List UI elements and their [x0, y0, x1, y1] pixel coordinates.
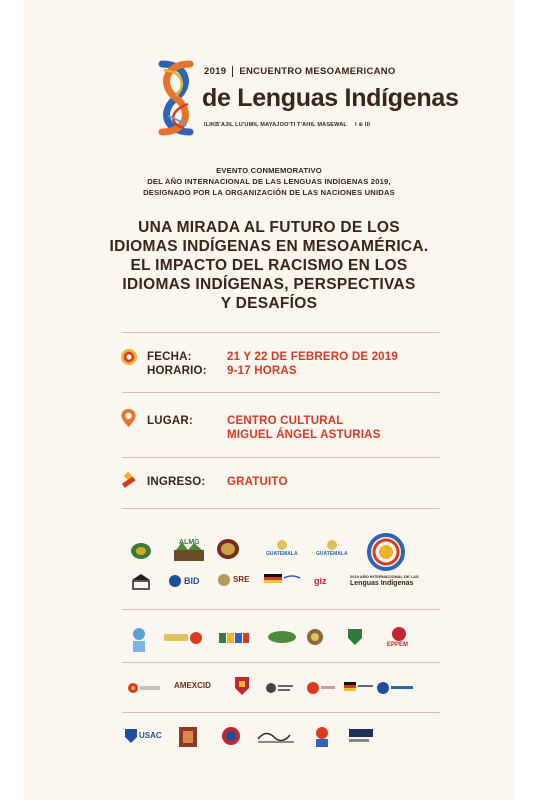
divider — [122, 392, 440, 393]
guatemala-text: GUATEMALA — [266, 551, 298, 557]
intro-line: DEL AÑO INTERNACIONAL DE LAS LENGUAS INDÍGENAS 2019, — [147, 177, 391, 186]
germany-cooperation-logo — [264, 572, 302, 590]
knot-logo-icon — [148, 56, 204, 140]
sponsor-emblem-logo — [216, 538, 240, 560]
usac-text: USAC — [139, 731, 162, 740]
amexcid-logo — [174, 679, 218, 697]
lugar-label: LUGAR: — [147, 415, 193, 427]
event-edition — [204, 66, 454, 77]
sponsor-flag-logo — [344, 680, 374, 696]
poster — [24, 0, 514, 800]
dw-logo — [376, 680, 416, 696]
bid-logo — [168, 574, 210, 590]
headline-line: Y DESAFÍOS — [220, 295, 318, 312]
sponsor-navy-logo — [347, 727, 375, 745]
intro-text — [84, 165, 454, 198]
ticket-icon — [120, 472, 138, 490]
headline-line: UNA MIRADA AL FUTURO DE LOS — [138, 219, 400, 236]
headline-line: EL IMPACTO DEL RACISMO EN LOS — [130, 257, 408, 274]
ingreso-label: INGRESO: — [147, 476, 206, 488]
horario-value: 9-17 HORAS — [227, 365, 297, 377]
headline — [64, 218, 474, 313]
ingreso-value: GRATUITO — [227, 476, 288, 488]
sre-logo — [217, 572, 253, 590]
headline-line: IDIOMAS INDÍGENAS, PERSPECTIVAS — [122, 276, 416, 293]
lugar-value-line2: MIGUEL ÁNGEL ASTURIAS — [227, 429, 381, 441]
iyil-text-line2: Lenguas Indígenas — [350, 580, 414, 587]
fecha-label: FECHA: — [147, 351, 192, 363]
sponsor-red-shield-logo — [234, 676, 250, 696]
guatemala-text: GUATEMALA — [316, 551, 348, 557]
guatemala-government-logo — [314, 538, 350, 560]
event-year: 2019 — [204, 66, 227, 77]
lugar-value-line1: CENTRO CULTURAL — [227, 415, 344, 427]
sponsor-green-logo — [267, 630, 297, 644]
giz-text: giz — [314, 576, 327, 586]
almg-text: ALMG — [179, 539, 200, 546]
intro-line: EVENTO CONMEMORATIVO — [216, 166, 322, 175]
sre-text: SRE — [233, 575, 250, 584]
almg-logo — [172, 538, 206, 562]
event-subtitle: ILIKB'AJIL LU'UMIL MAYAJOO'TI T'AHIL MASEWAL — [204, 122, 347, 128]
event-title: de Lenguas Indígenas — [202, 84, 459, 112]
divider — [122, 332, 440, 333]
location-pin-icon — [120, 408, 137, 428]
event-subtitle-row — [204, 122, 474, 128]
iyil-emblem-logo — [364, 533, 408, 571]
sponsor-wordmark-logo — [162, 630, 204, 648]
fecha-value: 21 Y 22 DE FEBRERO DE 2019 — [227, 351, 398, 363]
iyil-text-line1: 2019 AÑO INTERNACIONAL DE LAS — [350, 574, 419, 579]
divider — [122, 712, 440, 713]
intro-line: DESIGNADO POR LA ORGANIZACIÓN DE LAS NACIONES UNIDAS — [143, 188, 395, 197]
iyil-text-logo — [350, 574, 422, 592]
sponsor-red-circle-logo — [306, 680, 336, 696]
sponsor-pattern-logo — [178, 726, 198, 748]
divider — [232, 66, 233, 77]
usac-logo — [124, 728, 162, 746]
guatemala-ministry-logo — [264, 538, 300, 560]
bid-text: BID — [184, 576, 200, 586]
sponsor-government-logo — [264, 680, 294, 696]
divider — [122, 457, 440, 458]
giz-logo — [314, 574, 350, 590]
divider — [122, 609, 440, 610]
sponsor-flower-logo — [126, 680, 162, 696]
sponsor-badge-logo — [221, 726, 241, 746]
event-code: I ⊕ III — [354, 122, 371, 128]
unesco-logo — [130, 572, 152, 592]
horario-label: HORARIO: — [147, 365, 207, 377]
event-name: ENCUENTRO MESOAMERICANO — [239, 66, 396, 77]
amexcid-text: AMEXCID — [174, 681, 211, 690]
sponsor-seal-logo — [130, 542, 152, 560]
headline-line: IDIOMAS INDÍGENAS EN MESOAMÉRICA. — [109, 238, 429, 255]
sponsor-figure-logo — [128, 626, 150, 654]
sponsor-colorbar-logo — [219, 630, 249, 646]
sponsor-mascot-logo — [310, 724, 334, 748]
sponsor-shield-logo — [347, 628, 363, 646]
eppem-text: EPPEM — [387, 642, 409, 648]
clock-icon — [120, 348, 138, 366]
eppem-logo — [384, 626, 414, 650]
sponsor-round-logo — [305, 628, 325, 646]
sponsor-script-logo — [256, 727, 298, 745]
divider — [122, 662, 440, 663]
divider — [122, 508, 440, 509]
